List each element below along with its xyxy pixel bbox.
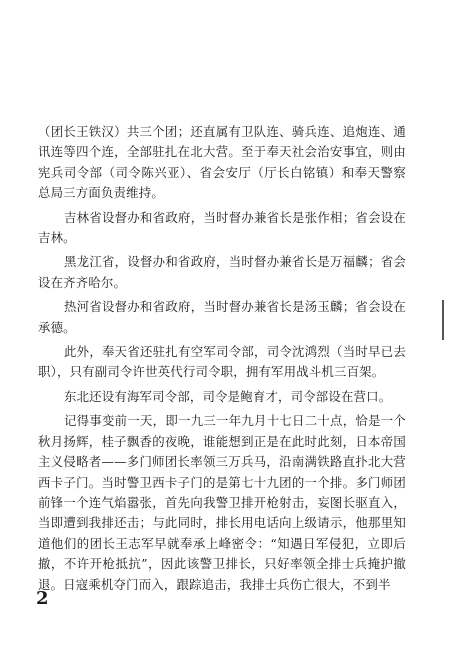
- edge-mark: [442, 300, 444, 340]
- paragraph-7: 记得事变前一天，即一九三一年九月十七日二十点，恰是一个秋月扬辉，桂子飘香的夜晚，谁能想到正是在此时此刻，日本帝国主义侵略者——多门师团长率领三万兵马，沿南满铁路直扑北大营西卡子门。当时警卫西卡子门的是第七十九团的一个排。多门师团前锋一个连气焰嚣张，首先向我警卫排开枪射击，妄图长驱直入，当即遭到我排还击；与此同时，排长用电话向上级请示，他那里知道他们的团长王志军早就奉承上峰密令：“知遇日军侵犯，立即后撤，不许开枪抵抗”，因此该警卫排长，只好率领全排士兵掩护撤退。日寇乘机夺门而入，跟踪追击，我排士兵伤亡很大，不到半: [38, 413, 406, 592]
- paragraph-6: 东北还设有海军司令部，司令是鲍育才，司令部设在营口。: [64, 388, 392, 404]
- paragraph-3: 黑龙江省，设督办和省政府，当时督办兼省长是万福麟；省会设在齐齐哈尔。: [38, 254, 406, 290]
- paragraph-1: （团长王铁汉）共三个团；还直属有卫队连、骑兵连、追炮连、通讯连等四个连，全部驻扎在北大营。至于奉天社会治安事宜，则由宪兵司令部（司令陈兴亚）、省会安厅（厅长白铭镇）和奉天警察总局三方面负责维持。: [38, 124, 406, 201]
- paragraph-2: 吉林省设督办和省政府，当时督办兼省长是张作相；省会设在吉林。: [38, 209, 406, 246]
- page-number: 2: [36, 588, 49, 609]
- paragraph-5: 此外，奉天省还驻扎有空军司令部，司令沈鸿烈（当时早已去职），只有副司令许世英代行司令职，拥有军用战斗机三百架。: [38, 344, 406, 380]
- paragraph-4: 热河省设督办和省政府，当时督办兼省长是汤玉麟；省会设在承德。: [38, 299, 406, 335]
- body-text: [38, 122, 406, 599]
